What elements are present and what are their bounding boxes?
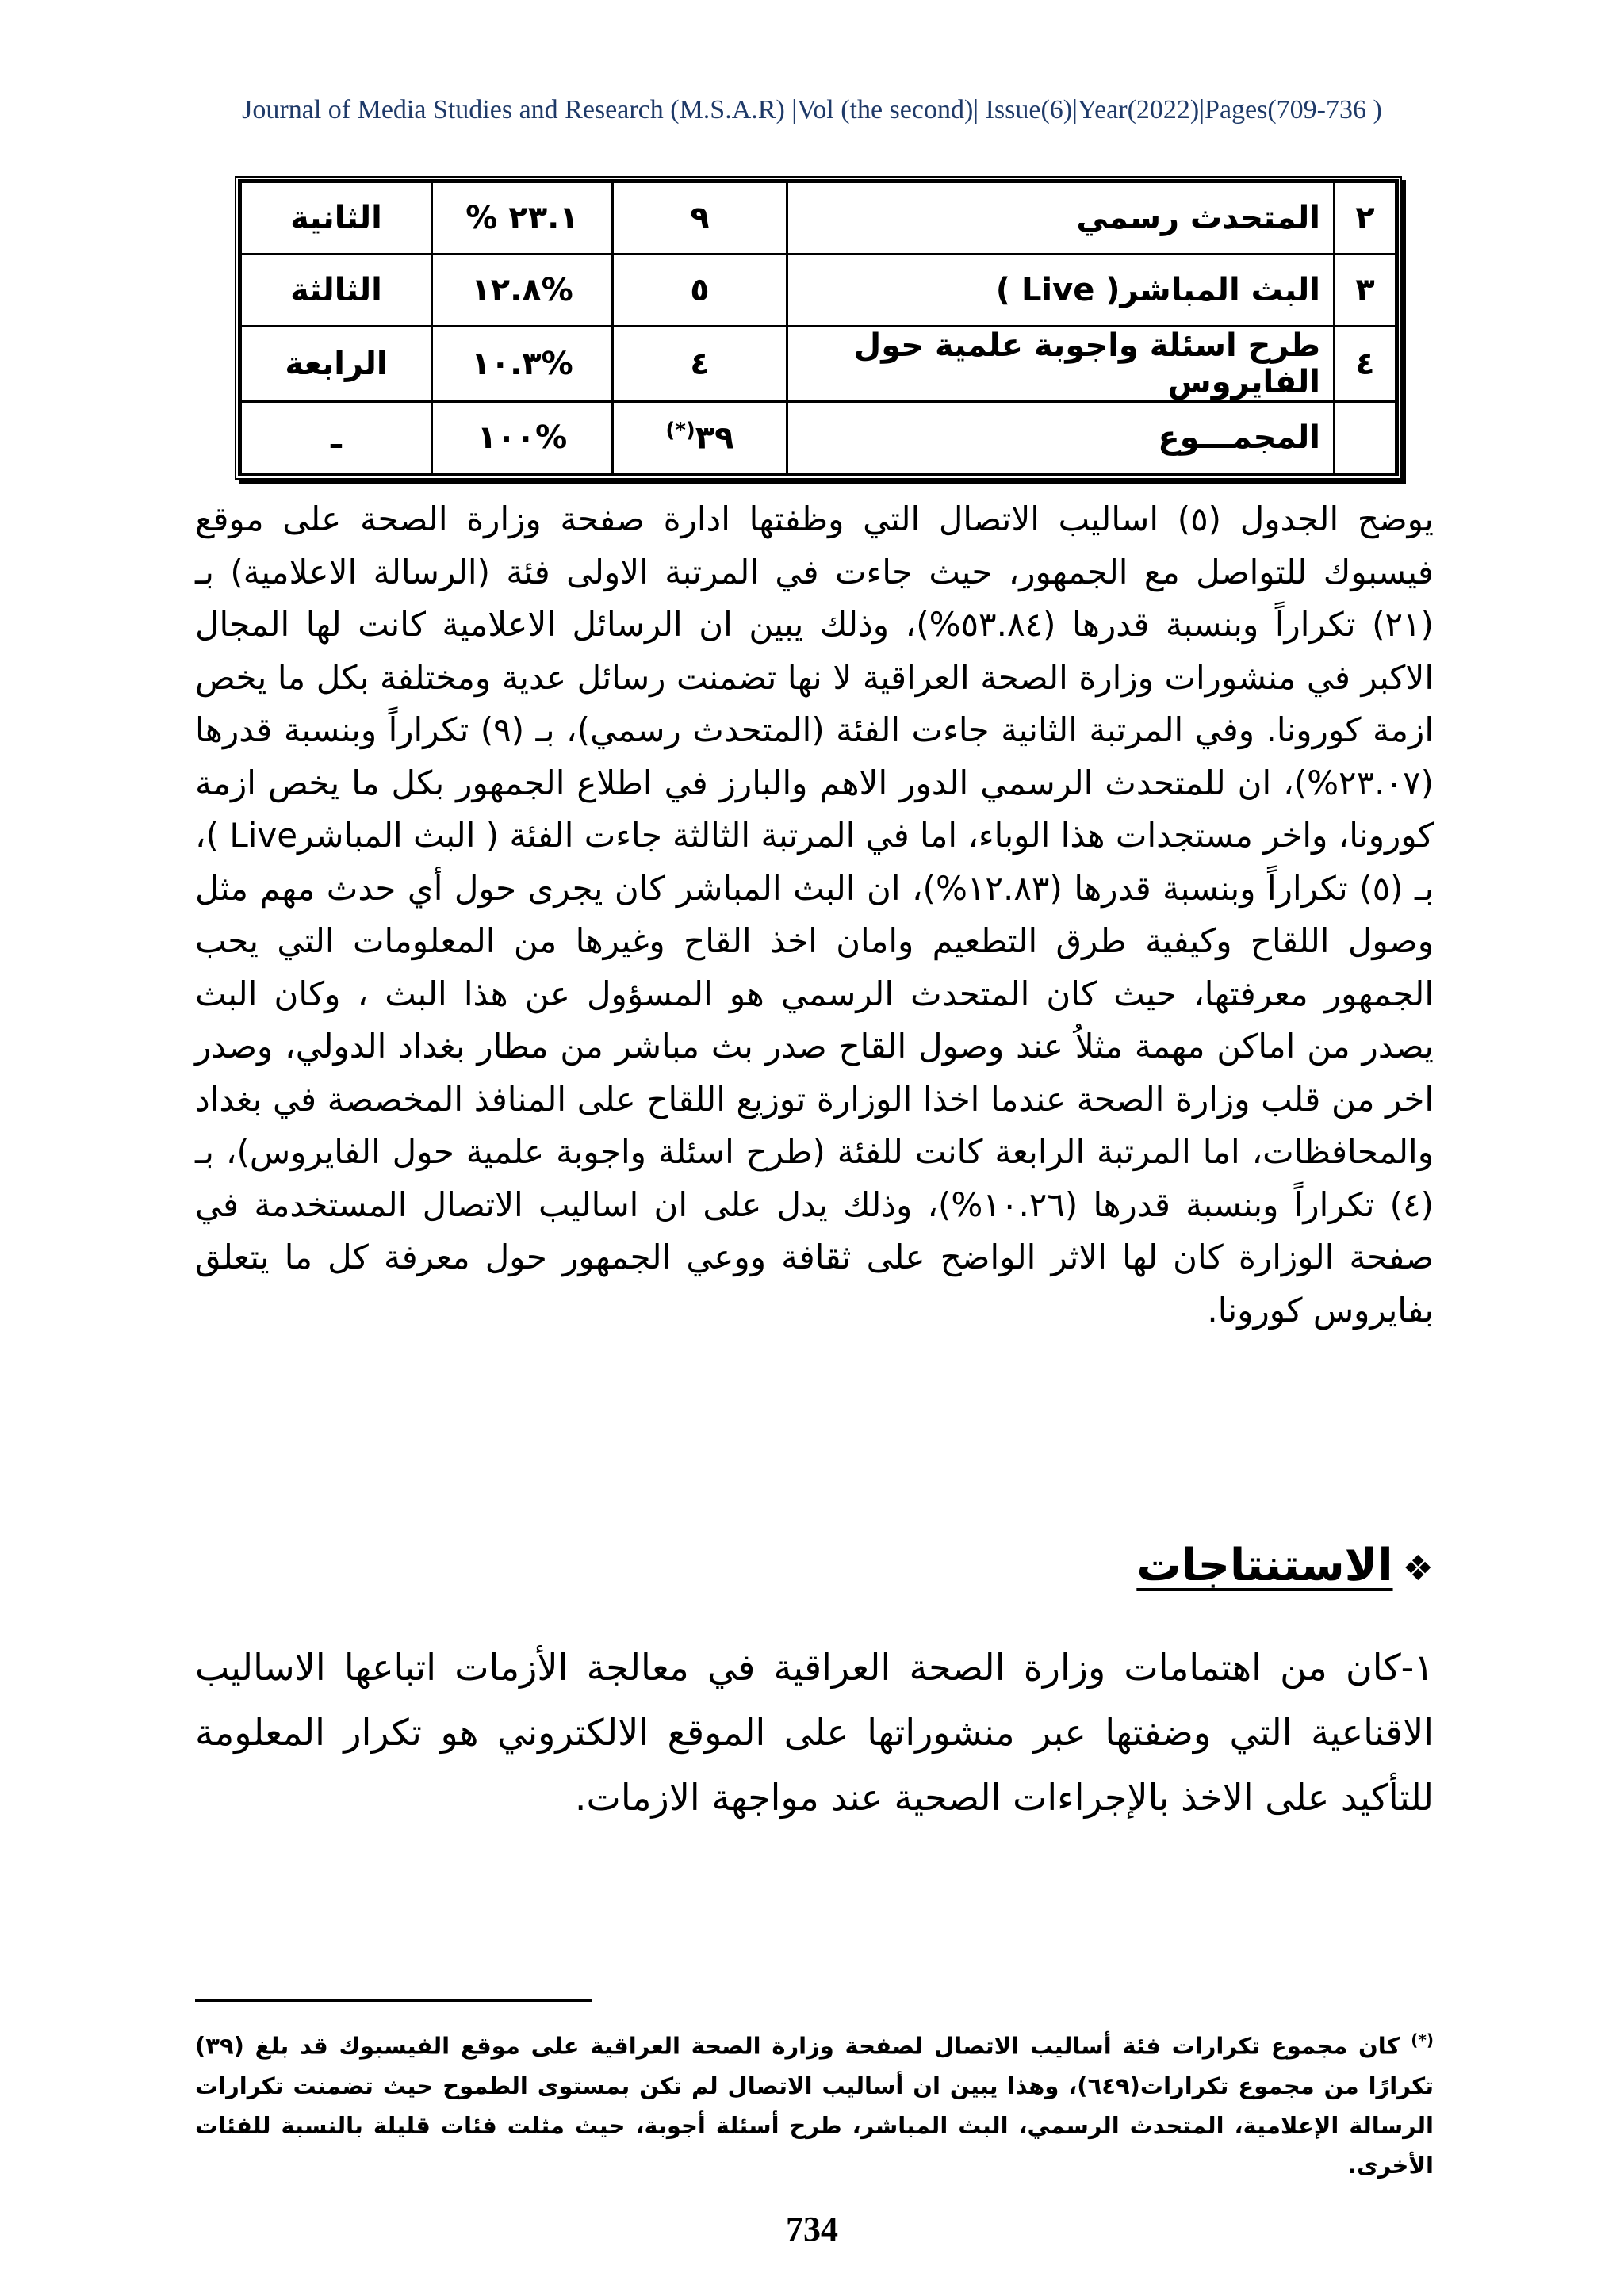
conclusion-list [195, 1635, 1434, 1830]
frequency-value: ٥ [690, 272, 710, 308]
row-number-cell: ٢ [1335, 182, 1396, 254]
frequency-cell [613, 402, 787, 474]
row-number-cell [1335, 402, 1396, 474]
frequency-cell [613, 182, 787, 254]
frequency-cell [613, 327, 787, 402]
section-title: الاستنتاجات [1136, 1540, 1393, 1591]
frequency-value: ٩ [690, 200, 710, 236]
page-number: 734 [786, 2210, 838, 2248]
row-number-cell: ٤ [1335, 327, 1396, 402]
rank-cell: الرابعة [241, 327, 432, 402]
percent-cell: %١٠.٣ [432, 327, 613, 402]
rank-cell: ـ [241, 402, 432, 474]
diamond-bullet-icon: ❖ [1402, 1548, 1434, 1589]
category-cell: المتحدث رسمي [787, 182, 1335, 254]
percent-cell: ٢٣.١ % [432, 182, 613, 254]
journal-header: Journal of Media Studies and Research (M.S.A.R) |Vol (the second)| Issue(6)|Year(2022)|Pages(709-736 ) [242, 95, 1382, 124]
percent-cell: %١٢.٨ [432, 254, 613, 327]
section-heading [1136, 1540, 1434, 1591]
frequency-value: ٣٩ [695, 419, 734, 457]
table-row [241, 254, 1396, 327]
table-total-row [241, 402, 1396, 474]
rank-cell: الثالثة [241, 254, 432, 327]
total-label-cell: المجمـــوع [787, 402, 1335, 474]
data-table [239, 181, 1397, 475]
category-cell: طرح اسئلة واجوبة علمية حول الفايروس [787, 327, 1335, 402]
data-table-frame [235, 176, 1402, 480]
footnote [195, 2020, 1434, 2185]
footnote-mark: (*) [1411, 2030, 1434, 2049]
table-row [241, 182, 1396, 254]
percent-cell: %١٠٠ [432, 402, 613, 474]
row-number-cell: ٣ [1335, 254, 1396, 327]
footnote-divider [195, 1999, 592, 2002]
frequency-value: ٤ [690, 346, 710, 382]
paragraph-text: يوضح الجدول (٥) اساليب الاتصال التي وظفتها ادارة صفحة وزارة الصحة على موقع فيسبوك للتواصل مع الجمهور، حيث جاءت في المرتبة الاولى فئة (الرسالة الاعلامية) بـ (٢١) تكراراً وبنسبة قدرها (٥٣.٨٤%)، وذلك يبين ان الرسائل الاعلامية كانت لها المجال الاكبر في منشورات وزارة الصحة العراقية لا نها تضمنت رسائل عدية ومختلفة بكل ما يخص ازمة كورونا. وفي المرتبة الثانية جاءت الفئة (المتحدث رسمي)، بـ (٩) تكراراً وبنسبة قدرها (٢٣.٠٧%)، ان للمتحدث الرسمي الدور الاهم والبارز في اطلاع الجمهور بكل ما يخص ازمة كورونا، واخر مستجدات هذا الوباء، اما في المرتبة الثالثة جاءت الفئة ( البث المباشرLive )، بـ (٥) تكراراً وبنسبة قدرها (١٢.٨٣%)، ان البث المباشر كان يجرى حول أي حدث مهم مثل وصول اللقاح وكيفية طرق التطعيم وامان اخذ القاح وغيرها من المعلومات التي يحب الجمهور معرفتها، حيث كان المتحدث الرسمي هو المسؤول عن هذا البث ، وكان البث يصدر من اماكن مهمة مثلاُ عند وصول القاح صدر بث مباشر من مطار بغداد الدولي، وصدر اخر من قلب وزارة الصحة عندما اخذا الوزارة توزيع اللقاح على المنافذ المخصصة في بغداد والمحافظات، اما المرتبة الرابعة كانت للفئة (طرح اسئلة واجوبة علمية حول الفايروس)، بـ (٤) تكراراً وبنسبة قدرها (١٠.٢٦%)، وذلك يدل على ان اساليب الاتصال المستخدمة في صفحة الوزارة كان لها الاثر الواضح على ثقافة ووعي الجمهور حول معرفة كل ما يتعلق بفايروس كورونا. [195, 499, 1434, 1330]
frequency-cell [613, 254, 787, 327]
table-row [241, 327, 1396, 402]
footnote-text: كان مجموع تكرارات فئة أساليب الاتصال لصفحة وزارة الصحة العراقية على موقع الفيسبوك قد بلغ (٣٩) تكرارًا من مجموع تكرارات(٦٤٩)، وهذا يبين ان أساليب الاتصال لم تكن بمستوى الطموح حيث تضمنت تكرارات الرسالة الإعلامية، المتحدث الرسمي، البث المباشر، طرح أسئلة أجوبة، حيث مثلت فئات قليلة بالنسبة للفئات الأخرى. [195, 2032, 1434, 2179]
analysis-paragraph [195, 493, 1434, 1337]
category-cell: البث المباشر( Live ) [787, 254, 1335, 327]
rank-cell: الثانية [241, 182, 432, 254]
footnote-reference: (*) [665, 419, 695, 443]
conclusion-item: ١-كان من اهتمامات وزارة الصحة العراقية في معالجة الأزمات اتباعها الاساليب الاقناعية التي وضفتها عبر منشوراتها على الموقع الالكتروني هو تكرار المعلومة للتأكيد على الاخذ بالإجراءات الصحية عند مواجهة الازمات. [195, 1646, 1434, 1819]
